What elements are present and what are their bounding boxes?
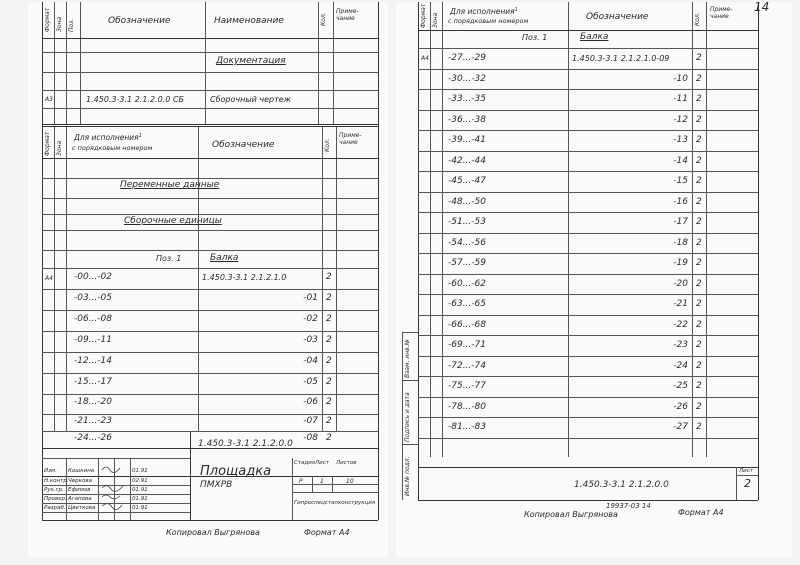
row-code: -21 [673, 299, 688, 309]
r-hdr-format: Формат [420, 3, 427, 28]
row-code: -15 [673, 176, 688, 186]
row-range: -18...-20 [74, 397, 112, 407]
row-code: -22 [673, 319, 688, 330]
row-range: -30...-32 [448, 73, 486, 84]
row-range: -42...-44 [448, 155, 486, 166]
row-qty: 2 [696, 53, 702, 63]
r-hdr-sup: 1 [514, 7, 518, 13]
r-hdr-qty: Кол. [694, 12, 701, 26]
side-sign-date: Подпись и дата [404, 392, 411, 442]
side-inv-no: Инв.№ подл. [404, 456, 411, 496]
row-range: -12...-14 [74, 356, 112, 366]
row-qty: 2 [696, 73, 702, 84]
r-sheet-label: Лист [739, 468, 753, 474]
section-assembly-units: Сборочные единицы [124, 216, 222, 226]
doc-code: 1.450.3-3.1 2.1.2.0.0 СБ [86, 95, 184, 104]
t2-hdr-sup: 1 [138, 133, 142, 139]
row-code: 1.450.3-3.1 2.1.2.1.0 [202, 273, 287, 282]
row-range: -48...-50 [448, 196, 486, 207]
row-range: -60...-62 [448, 278, 486, 289]
tb-date: 01.91 [132, 468, 148, 474]
row-qty: 2 [696, 155, 702, 166]
row-range: -51...-53 [448, 217, 486, 227]
tb-person: Черкова [68, 478, 92, 484]
hdr-qty: Кол. [320, 12, 327, 26]
t2-hdr-ordinal: с порядковым номером [72, 144, 153, 152]
row-range: -27...-29 [448, 53, 486, 63]
tb-person: Ефимов [68, 487, 91, 493]
row-qty: 2 [326, 293, 332, 303]
hdr-designation: Обозначение [108, 16, 171, 26]
t2-hdr-for-exec [74, 133, 142, 142]
row-code: -16 [673, 196, 688, 207]
right-sheet [396, 2, 792, 557]
hdr-zone: Зона [56, 16, 63, 32]
row-qty: 2 [696, 360, 702, 371]
row-range: -72...-74 [448, 360, 486, 371]
row-code: -10 [673, 73, 688, 84]
t2-hdr-note: Приме-чание [339, 132, 362, 146]
t2-hdr-zone: Зона [56, 140, 63, 156]
row-range: -69...-71 [448, 340, 486, 350]
row-range: -03...-05 [74, 293, 112, 303]
r-hdr-for-exec [450, 7, 518, 16]
part-label: Балка [210, 253, 239, 263]
doc-format: А3 [45, 96, 53, 103]
row-qty: 2 [696, 258, 702, 268]
t2-hdr-for-exec-text: Для исполнения [74, 133, 139, 142]
row-range: -00...-02 [74, 272, 112, 282]
row-code: 1.450.3-3.1 2.1.2.1.0-09 [572, 54, 670, 63]
row-code: -03 [303, 335, 318, 345]
row-range: -78...-80 [448, 401, 486, 412]
row-range: -75...-77 [448, 381, 486, 391]
row-format: А4 [45, 275, 53, 282]
page-number: 14 [754, 0, 770, 14]
row-range: -81...-83 [448, 422, 486, 432]
row-code: -27 [673, 422, 688, 432]
right-copied: Копировал Выгрянова [524, 510, 618, 519]
r-part-label: Балка [580, 32, 609, 42]
row-range: -06...-08 [74, 314, 112, 324]
tb-person: Цветкова [68, 505, 96, 511]
r-stamp: 19937-03 14 [606, 502, 651, 510]
tb-role: Рук.гр. [44, 487, 64, 493]
row-qty: 2 [696, 176, 702, 186]
row-qty: 2 [326, 377, 332, 387]
row-qty: 2 [696, 340, 702, 350]
doc-name: Сборочный чертеж [210, 95, 291, 104]
row-code: -23 [673, 340, 688, 350]
row-code: -13 [673, 135, 688, 145]
r-hdr-for-exec-text: Для исполнения [450, 7, 515, 16]
tb-sheet: 1 [320, 478, 324, 485]
tb-person: Кошкина [68, 468, 95, 474]
r-sheet-number: 2 [744, 477, 751, 490]
row-qty: 2 [326, 272, 332, 282]
row-qty: 2 [696, 237, 702, 248]
row-qty: 2 [696, 401, 702, 412]
tb-org: Гипроспецсталконструкция [294, 500, 376, 506]
tb-sheet-label: Лист [315, 460, 329, 466]
r-hdr-note: Приме-чание [710, 6, 733, 20]
tb-role: Н.контр. [44, 478, 69, 484]
row-range: -24...-26 [74, 433, 112, 443]
row-code: -11 [673, 94, 688, 104]
row-qty: 2 [696, 422, 702, 432]
pos-label: Поз. 1 [156, 254, 182, 263]
row-code: -04 [303, 356, 318, 366]
row-code: -08 [303, 433, 318, 443]
row-qty: 2 [696, 114, 702, 125]
row-code: -17 [673, 217, 688, 227]
row-range: -36...-38 [448, 114, 486, 125]
row-qty: 2 [696, 196, 702, 207]
row-code: -24 [673, 360, 688, 371]
row-code: -07 [303, 416, 318, 426]
row-range: -09...-11 [74, 335, 112, 345]
tb-person: Агапова [68, 496, 92, 502]
tb-subtitle: ПМХРВ [200, 480, 233, 490]
tb-role: Провер. [44, 496, 67, 502]
left-sheet [28, 2, 388, 557]
row-code: -18 [673, 237, 688, 248]
row-range: -15...-17 [74, 377, 112, 387]
hdr-note: Приме-чание [336, 8, 359, 22]
tb-date: 02.91 [132, 478, 148, 484]
tb-date: 01.91 [132, 487, 148, 493]
tb-role: Изм. [44, 468, 57, 474]
row-range: -39...-41 [448, 135, 486, 145]
row-code: -01 [303, 293, 318, 303]
hdr-format: Формат [44, 7, 51, 32]
row-qty: 2 [696, 94, 702, 104]
row-qty: 2 [696, 217, 702, 227]
row-qty: 2 [696, 299, 702, 309]
tb-stage: Р [299, 478, 303, 485]
row-range: -54...-56 [448, 237, 486, 248]
t2-hdr-format: Формат [44, 131, 51, 156]
row-qty: 2 [326, 416, 332, 426]
row-qty: 2 [696, 278, 702, 289]
r-hdr-designation: Обозначение [586, 12, 649, 22]
row-code: -19 [673, 258, 688, 268]
side-replace-inv: Взам. инв.№ [404, 339, 411, 378]
left-copied: Копировал Выгрянова [166, 528, 260, 537]
hdr-name: Наименование [214, 16, 284, 26]
tb-doc-code: 1.450.3-3.1 2.1.2.0.0 [198, 439, 293, 449]
t2-hdr-designation: Обозначение [212, 140, 275, 150]
section-variable-data: Переменные данные [120, 180, 220, 190]
row-range: -33...-35 [448, 94, 486, 104]
row-range: -57...-59 [448, 258, 486, 268]
tb-date: 01.91 [132, 505, 148, 511]
row-code: -14 [673, 155, 688, 166]
tb-date: 01.91 [132, 496, 148, 502]
row-qty: 2 [326, 356, 332, 366]
tb-sheets-label: Листов [336, 460, 357, 466]
row-range: -45...-47 [448, 176, 486, 186]
signatures-icon [100, 460, 128, 518]
section-documentation: Документация [216, 56, 286, 66]
right-format: Формат А4 [678, 508, 724, 517]
tb-title: Площадка [200, 464, 272, 479]
tb-role: Разраб. [44, 505, 66, 511]
row-qty: 2 [326, 433, 332, 443]
row-code: -26 [673, 401, 688, 412]
row-code: -20 [673, 278, 688, 289]
row-code: -06 [303, 397, 318, 407]
row-range: -63...-65 [448, 299, 486, 309]
row-qty: 2 [696, 319, 702, 330]
tb-sheets: 10 [346, 478, 354, 485]
row-qty: 2 [326, 397, 332, 407]
row-range: -66...-68 [448, 319, 486, 330]
t2-hdr-qty: Кол. [324, 138, 331, 152]
r-pos-label: Поз. 1 [522, 33, 548, 42]
tb-stage-label: Стадия [294, 460, 316, 466]
row-code: -12 [673, 114, 688, 125]
row-code: -25 [673, 381, 688, 391]
r-hdr-ordinal: с порядковым номером [448, 17, 529, 25]
left-format: Формат А4 [304, 528, 350, 537]
r-doc-code: 1.450.3-3.1 2.1.2.0.0 [574, 480, 669, 490]
row-qty: 2 [326, 335, 332, 345]
row-range: -21...-23 [74, 416, 112, 426]
r-hdr-zone: Зона [432, 12, 439, 28]
row-code: -02 [303, 314, 318, 324]
row-qty: 2 [696, 135, 702, 145]
hdr-pos: Поз. [68, 18, 75, 32]
row-qty: 2 [326, 314, 332, 324]
row-format: А4 [421, 55, 429, 62]
row-code: -05 [303, 377, 318, 387]
row-qty: 2 [696, 381, 702, 391]
